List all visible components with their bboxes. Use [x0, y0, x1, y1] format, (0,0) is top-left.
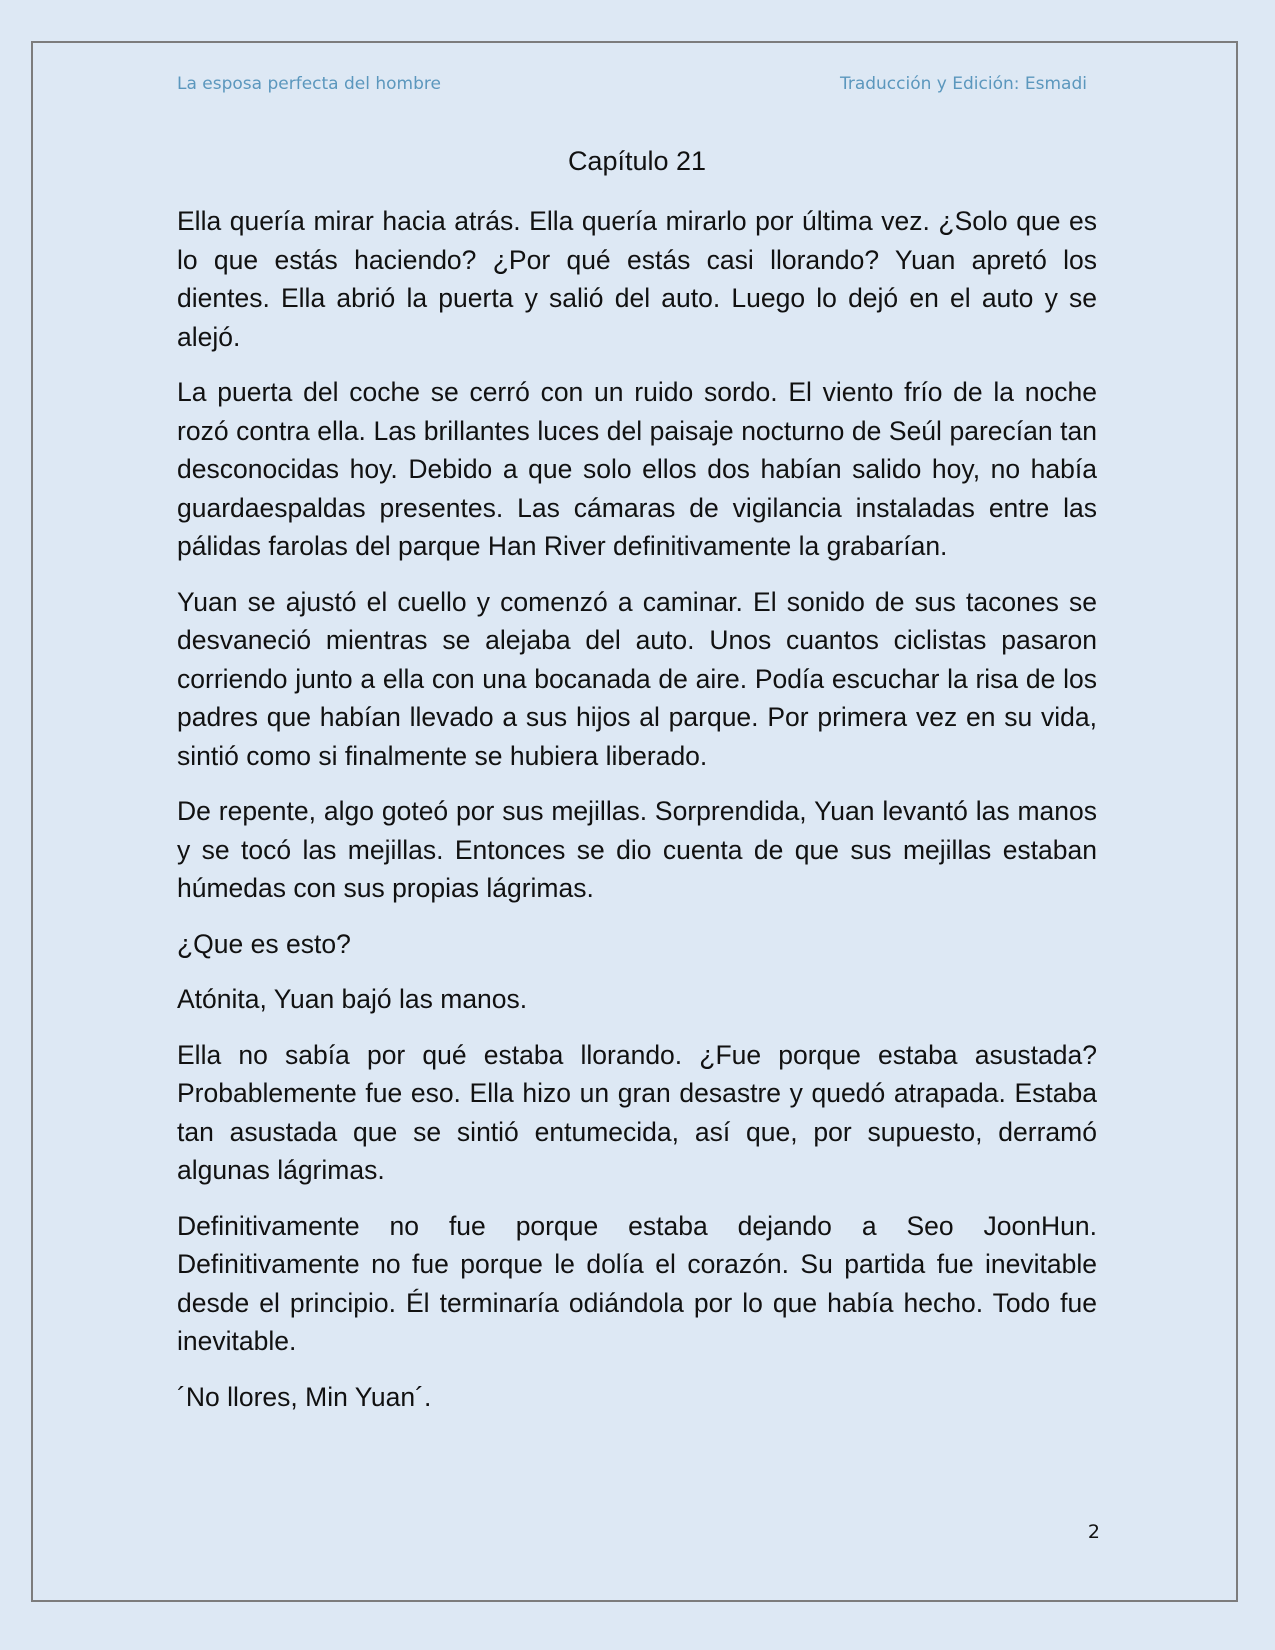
- paragraph: Atónita, Yuan bajó las manos.: [177, 984, 528, 1014]
- header-credits: Traducción y Edición: Esmadi: [839, 74, 1087, 94]
- paragraph: Ella no sabía por qué estaba llorando. ¿Fue porque estaba asustada? Probablemente fue eso. Ella hizo un gran desastre y quedó atrapada. Estaba tan asustada que se sintió entumecida, así que, por supuesto, derramó algunas lágrimas.: [177, 1039, 1097, 1185]
- body-text: [177, 202, 1097, 1433]
- page-number: 2: [1087, 1521, 1100, 1543]
- paragraph: ´No llores, Min Yuan´.: [177, 1381, 432, 1412]
- paragraph: De repente, algo goteó por sus mejillas. Sorprendida, Yuan levantó las manos y se tocó las mejillas. Entonces se dio cuenta de que sus mejillas estaban húmedas con sus propias lágrimas.: [177, 796, 1097, 903]
- header-book-title: La esposa perfecta del hombre: [177, 74, 441, 94]
- paragraph: Definitivamente no fue porque estaba dejando a Seo JoonHun. Definitivamente no fue porque le dolía el corazón. Su partida fue inevitable desde el principio. Él terminaría odiándola por lo que había hecho. Todo fue inevitable.: [177, 1210, 1097, 1356]
- paragraph: Ella quería mirar hacia atrás. Ella quería mirarlo por última vez. ¿Solo que es lo que estás haciendo? ¿Por qué estás casi llorando? Yuan apretó los dientes. Ella abrió la puerta y salió del auto. Luego lo dejó en el auto y se alejó.: [177, 206, 1097, 352]
- chapter-title: Capítulo 21: [567, 146, 707, 176]
- paragraph: ¿Que es esto?: [177, 928, 351, 959]
- paragraph: Yuan se ajustó el cuello y comenzó a caminar. El sonido de sus tacones se desvaneció mientras se alejaba del auto. Unos cuantos ciclistas pasaron corriendo junto a ella con una bocanada de aire. Podía escuchar la risa de los padres que habían llevado a sus hijos al parque. Por primera vez en su vida, sintió como si finalmente se hubiera liberado.: [177, 586, 1097, 771]
- paragraph: La puerta del coche se cerró con un ruido sordo. El viento frío de la noche rozó contra ella. Las brillantes luces del paisaje nocturno de Seúl parecían tan desconocidas hoy. Debido a que solo ellos dos habían salido hoy, no había guardaespaldas presentes. Las cámaras de vigilancia instaladas entre las pálidas farolas del parque Han River definitivamente la grabarían.: [177, 377, 1097, 561]
- running-header: [177, 74, 1087, 100]
